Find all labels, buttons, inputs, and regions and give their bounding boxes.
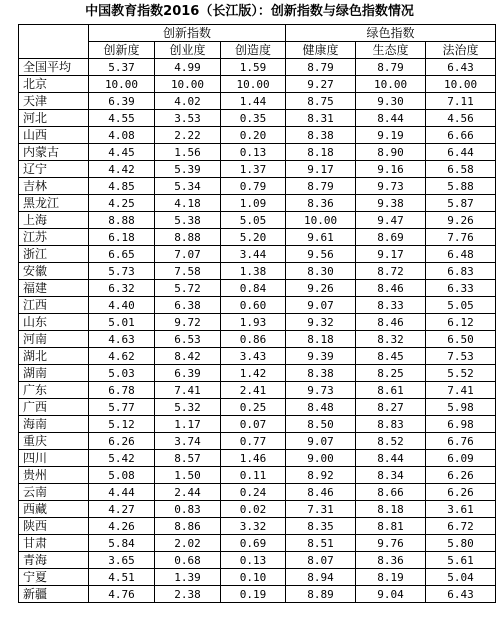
value-cell: 8.50: [286, 416, 356, 433]
value-cell: 5.52: [426, 365, 496, 382]
value-cell: 8.32: [356, 331, 426, 348]
value-cell: 0.20: [221, 127, 286, 144]
value-cell: 9.26: [426, 212, 496, 229]
row-region-label: 江西: [19, 297, 89, 314]
value-cell: 5.20: [221, 229, 286, 246]
value-cell: 1.44: [221, 93, 286, 110]
value-cell: 6.12: [426, 314, 496, 331]
value-cell: 9.32: [286, 314, 356, 331]
value-cell: 8.35: [286, 518, 356, 535]
value-cell: 5.04: [426, 569, 496, 586]
value-cell: 7.58: [155, 263, 221, 280]
value-cell: 8.27: [356, 399, 426, 416]
row-region-label: 陕西: [19, 518, 89, 535]
value-cell: 1.09: [221, 195, 286, 212]
table-row: [19, 93, 496, 110]
value-cell: 8.79: [286, 59, 356, 76]
value-cell: 4.56: [426, 110, 496, 127]
value-cell: 2.44: [155, 484, 221, 501]
value-cell: 1.56: [155, 144, 221, 161]
value-cell: 4.18: [155, 195, 221, 212]
value-cell: 7.31: [286, 501, 356, 518]
value-cell: 5.98: [426, 399, 496, 416]
table-row: [19, 348, 496, 365]
row-region-label: 西藏: [19, 501, 89, 518]
table-row: [19, 518, 496, 535]
row-region-label: 浙江: [19, 246, 89, 263]
column-header: 生态度: [356, 42, 426, 59]
value-cell: 0.11: [221, 467, 286, 484]
column-header: 创新度: [89, 42, 155, 59]
value-cell: 5.05: [426, 297, 496, 314]
row-region-label: 上海: [19, 212, 89, 229]
value-cell: 10.00: [221, 76, 286, 93]
value-cell: 9.73: [356, 178, 426, 195]
value-cell: 8.45: [356, 348, 426, 365]
value-cell: 1.17: [155, 416, 221, 433]
value-cell: 6.43: [426, 59, 496, 76]
row-region-label: 河北: [19, 110, 89, 127]
value-cell: 4.62: [89, 348, 155, 365]
row-region-label: 四川: [19, 450, 89, 467]
column-header: 创业度: [155, 42, 221, 59]
value-cell: 8.81: [356, 518, 426, 535]
table-row: [19, 484, 496, 501]
value-cell: 8.44: [356, 450, 426, 467]
row-region-label: 内蒙古: [19, 144, 89, 161]
value-cell: 7.53: [426, 348, 496, 365]
value-cell: 1.50: [155, 467, 221, 484]
table-body: [19, 59, 496, 603]
value-cell: 8.72: [356, 263, 426, 280]
row-region-label: 吉林: [19, 178, 89, 195]
value-cell: 8.46: [356, 280, 426, 297]
value-cell: 8.30: [286, 263, 356, 280]
value-cell: 6.76: [426, 433, 496, 450]
value-cell: 2.38: [155, 586, 221, 603]
value-cell: 8.48: [286, 399, 356, 416]
value-cell: 8.34: [356, 467, 426, 484]
value-cell: 10.00: [89, 76, 155, 93]
value-cell: 8.31: [286, 110, 356, 127]
value-cell: 0.83: [155, 501, 221, 518]
value-cell: 3.43: [221, 348, 286, 365]
value-cell: 3.74: [155, 433, 221, 450]
value-cell: 5.87: [426, 195, 496, 212]
value-cell: 5.37: [89, 59, 155, 76]
table-row: [19, 535, 496, 552]
table-row: [19, 433, 496, 450]
group-header-innovation: 创新指数: [89, 25, 286, 42]
value-cell: 9.26: [286, 280, 356, 297]
row-region-label: 新疆: [19, 586, 89, 603]
value-cell: 8.36: [286, 195, 356, 212]
value-cell: 6.83: [426, 263, 496, 280]
value-cell: 9.04: [356, 586, 426, 603]
value-cell: 6.78: [89, 382, 155, 399]
table-row: [19, 365, 496, 382]
value-cell: 6.72: [426, 518, 496, 535]
value-cell: 7.41: [155, 382, 221, 399]
row-region-label: 天津: [19, 93, 89, 110]
value-cell: 3.32: [221, 518, 286, 535]
value-cell: 6.50: [426, 331, 496, 348]
value-cell: 0.02: [221, 501, 286, 518]
column-header: 法治度: [426, 42, 496, 59]
value-cell: 5.32: [155, 399, 221, 416]
header-column-row: [19, 42, 496, 59]
value-cell: 8.18: [286, 144, 356, 161]
value-cell: 4.44: [89, 484, 155, 501]
value-cell: 5.03: [89, 365, 155, 382]
value-cell: 4.02: [155, 93, 221, 110]
table-row: [19, 110, 496, 127]
document-title: 中国教育指数2016（长江版）：创新指数与绿色指数情况: [85, 4, 414, 19]
value-cell: 6.58: [426, 161, 496, 178]
header-corner-cell: [19, 25, 89, 42]
value-cell: 6.26: [89, 433, 155, 450]
table-row: [19, 280, 496, 297]
value-cell: 8.46: [286, 484, 356, 501]
value-cell: 0.60: [221, 297, 286, 314]
value-cell: 5.34: [155, 178, 221, 195]
value-cell: 8.79: [356, 59, 426, 76]
row-region-label: 北京: [19, 76, 89, 93]
value-cell: 0.77: [221, 433, 286, 450]
row-region-label: 甘肃: [19, 535, 89, 552]
row-region-label: 贵州: [19, 467, 89, 484]
value-cell: 5.01: [89, 314, 155, 331]
row-region-label: 广东: [19, 382, 89, 399]
table-row: [19, 229, 496, 246]
table-row: [19, 127, 496, 144]
table-row: [19, 569, 496, 586]
value-cell: 0.07: [221, 416, 286, 433]
value-cell: 0.24: [221, 484, 286, 501]
header-group-row: [19, 25, 496, 42]
value-cell: 6.32: [89, 280, 155, 297]
value-cell: 8.88: [155, 229, 221, 246]
value-cell: 8.36: [356, 552, 426, 569]
index-table: [18, 24, 496, 603]
value-cell: 9.27: [286, 76, 356, 93]
table-row: [19, 416, 496, 433]
value-cell: 6.33: [426, 280, 496, 297]
value-cell: 2.02: [155, 535, 221, 552]
value-cell: 8.25: [356, 365, 426, 382]
value-cell: 5.08: [89, 467, 155, 484]
row-region-label: 全国平均: [19, 59, 89, 76]
value-cell: 9.39: [286, 348, 356, 365]
value-cell: 6.98: [426, 416, 496, 433]
value-cell: 8.38: [286, 127, 356, 144]
value-cell: 6.26: [426, 467, 496, 484]
table-row: [19, 212, 496, 229]
value-cell: 5.84: [89, 535, 155, 552]
value-cell: 6.65: [89, 246, 155, 263]
value-cell: 1.93: [221, 314, 286, 331]
value-cell: 8.18: [286, 331, 356, 348]
value-cell: 0.10: [221, 569, 286, 586]
value-cell: 4.08: [89, 127, 155, 144]
table-row: [19, 161, 496, 178]
value-cell: 4.76: [89, 586, 155, 603]
value-cell: 4.51: [89, 569, 155, 586]
value-cell: 5.12: [89, 416, 155, 433]
value-cell: 1.59: [221, 59, 286, 76]
value-cell: 8.52: [356, 433, 426, 450]
value-cell: 5.73: [89, 263, 155, 280]
row-region-label: 湖北: [19, 348, 89, 365]
value-cell: 3.65: [89, 552, 155, 569]
value-cell: 6.43: [426, 586, 496, 603]
value-cell: 4.25: [89, 195, 155, 212]
value-cell: 0.84: [221, 280, 286, 297]
table-row: [19, 501, 496, 518]
value-cell: 8.61: [356, 382, 426, 399]
value-cell: 5.38: [155, 212, 221, 229]
value-cell: 8.90: [356, 144, 426, 161]
value-cell: 4.42: [89, 161, 155, 178]
value-cell: 8.18: [356, 501, 426, 518]
value-cell: 6.48: [426, 246, 496, 263]
value-cell: 8.38: [286, 365, 356, 382]
value-cell: 1.42: [221, 365, 286, 382]
value-cell: 2.41: [221, 382, 286, 399]
value-cell: 8.07: [286, 552, 356, 569]
value-cell: 0.68: [155, 552, 221, 569]
value-cell: 9.76: [356, 535, 426, 552]
row-region-label: 云南: [19, 484, 89, 501]
row-region-label: 湖南: [19, 365, 89, 382]
value-cell: 9.17: [286, 161, 356, 178]
row-region-label: 山东: [19, 314, 89, 331]
value-cell: 3.44: [221, 246, 286, 263]
value-cell: 4.26: [89, 518, 155, 535]
value-cell: 8.83: [356, 416, 426, 433]
value-cell: 6.18: [89, 229, 155, 246]
value-cell: 9.38: [356, 195, 426, 212]
value-cell: 10.00: [426, 76, 496, 93]
value-cell: 8.88: [89, 212, 155, 229]
value-cell: 0.35: [221, 110, 286, 127]
value-cell: 6.53: [155, 331, 221, 348]
value-cell: 8.75: [286, 93, 356, 110]
row-region-label: 海南: [19, 416, 89, 433]
value-cell: 10.00: [356, 76, 426, 93]
value-cell: 5.72: [155, 280, 221, 297]
value-cell: 0.86: [221, 331, 286, 348]
table-row: [19, 246, 496, 263]
value-cell: 9.17: [356, 246, 426, 263]
value-cell: 9.30: [356, 93, 426, 110]
value-cell: 8.66: [356, 484, 426, 501]
table-row: [19, 144, 496, 161]
table-row: [19, 263, 496, 280]
value-cell: 3.61: [426, 501, 496, 518]
row-region-label: 青海: [19, 552, 89, 569]
value-cell: 5.80: [426, 535, 496, 552]
value-cell: 8.42: [155, 348, 221, 365]
value-cell: 0.79: [221, 178, 286, 195]
value-cell: 8.44: [356, 110, 426, 127]
table-row: [19, 450, 496, 467]
table-header: [19, 25, 496, 59]
value-cell: 5.77: [89, 399, 155, 416]
value-cell: 8.86: [155, 518, 221, 535]
value-cell: 6.44: [426, 144, 496, 161]
value-cell: 8.19: [356, 569, 426, 586]
group-header-green: 绿色指数: [286, 25, 496, 42]
value-cell: 0.69: [221, 535, 286, 552]
value-cell: 7.11: [426, 93, 496, 110]
value-cell: 6.39: [89, 93, 155, 110]
value-cell: 8.57: [155, 450, 221, 467]
value-cell: 5.88: [426, 178, 496, 195]
table-row: [19, 178, 496, 195]
value-cell: 9.00: [286, 450, 356, 467]
row-region-label: 辽宁: [19, 161, 89, 178]
value-cell: 7.41: [426, 382, 496, 399]
value-cell: 4.27: [89, 501, 155, 518]
value-cell: 0.19: [221, 586, 286, 603]
table-row: [19, 382, 496, 399]
value-cell: 4.99: [155, 59, 221, 76]
value-cell: 4.45: [89, 144, 155, 161]
value-cell: 9.72: [155, 314, 221, 331]
value-cell: 6.38: [155, 297, 221, 314]
value-cell: 10.00: [155, 76, 221, 93]
value-cell: 9.16: [356, 161, 426, 178]
value-cell: 9.07: [286, 297, 356, 314]
table-row: [19, 331, 496, 348]
value-cell: 5.61: [426, 552, 496, 569]
value-cell: 9.07: [286, 433, 356, 450]
table-row: [19, 467, 496, 484]
value-cell: 3.53: [155, 110, 221, 127]
row-region-label: 河南: [19, 331, 89, 348]
value-cell: 5.42: [89, 450, 155, 467]
table-row: [19, 399, 496, 416]
value-cell: 9.56: [286, 246, 356, 263]
value-cell: 8.69: [356, 229, 426, 246]
row-region-label: 重庆: [19, 433, 89, 450]
row-region-label: 安徽: [19, 263, 89, 280]
value-cell: 6.09: [426, 450, 496, 467]
value-cell: 4.55: [89, 110, 155, 127]
row-region-label: 福建: [19, 280, 89, 297]
column-header: 创造度: [221, 42, 286, 59]
value-cell: 9.19: [356, 127, 426, 144]
value-cell: 8.51: [286, 535, 356, 552]
value-cell: 2.22: [155, 127, 221, 144]
value-cell: 8.33: [356, 297, 426, 314]
table-row: [19, 586, 496, 603]
table-row: [19, 59, 496, 76]
value-cell: 6.66: [426, 127, 496, 144]
value-cell: 5.39: [155, 161, 221, 178]
table-row: [19, 314, 496, 331]
table-row: [19, 297, 496, 314]
value-cell: 1.39: [155, 569, 221, 586]
header-corner-cell-lower: [19, 42, 89, 59]
value-cell: 4.63: [89, 331, 155, 348]
value-cell: 1.37: [221, 161, 286, 178]
value-cell: 5.05: [221, 212, 286, 229]
value-cell: 0.13: [221, 552, 286, 569]
value-cell: 6.26: [426, 484, 496, 501]
value-cell: 8.92: [286, 467, 356, 484]
value-cell: 8.89: [286, 586, 356, 603]
value-cell: 9.61: [286, 229, 356, 246]
value-cell: 1.38: [221, 263, 286, 280]
row-region-label: 宁夏: [19, 569, 89, 586]
value-cell: 8.79: [286, 178, 356, 195]
value-cell: 6.39: [155, 365, 221, 382]
value-cell: 8.94: [286, 569, 356, 586]
value-cell: 8.46: [356, 314, 426, 331]
value-cell: 10.00: [286, 212, 356, 229]
value-cell: 4.40: [89, 297, 155, 314]
value-cell: 7.07: [155, 246, 221, 263]
value-cell: 0.13: [221, 144, 286, 161]
value-cell: 4.85: [89, 178, 155, 195]
row-region-label: 山西: [19, 127, 89, 144]
column-header: 健康度: [286, 42, 356, 59]
value-cell: 9.47: [356, 212, 426, 229]
value-cell: 7.76: [426, 229, 496, 246]
table-row: [19, 552, 496, 569]
table-row: [19, 195, 496, 212]
value-cell: 9.73: [286, 382, 356, 399]
row-region-label: 广西: [19, 399, 89, 416]
value-cell: 1.46: [221, 450, 286, 467]
table-row: [19, 76, 496, 93]
row-region-label: 黑龙江: [19, 195, 89, 212]
row-region-label: 江苏: [19, 229, 89, 246]
value-cell: 0.25: [221, 399, 286, 416]
